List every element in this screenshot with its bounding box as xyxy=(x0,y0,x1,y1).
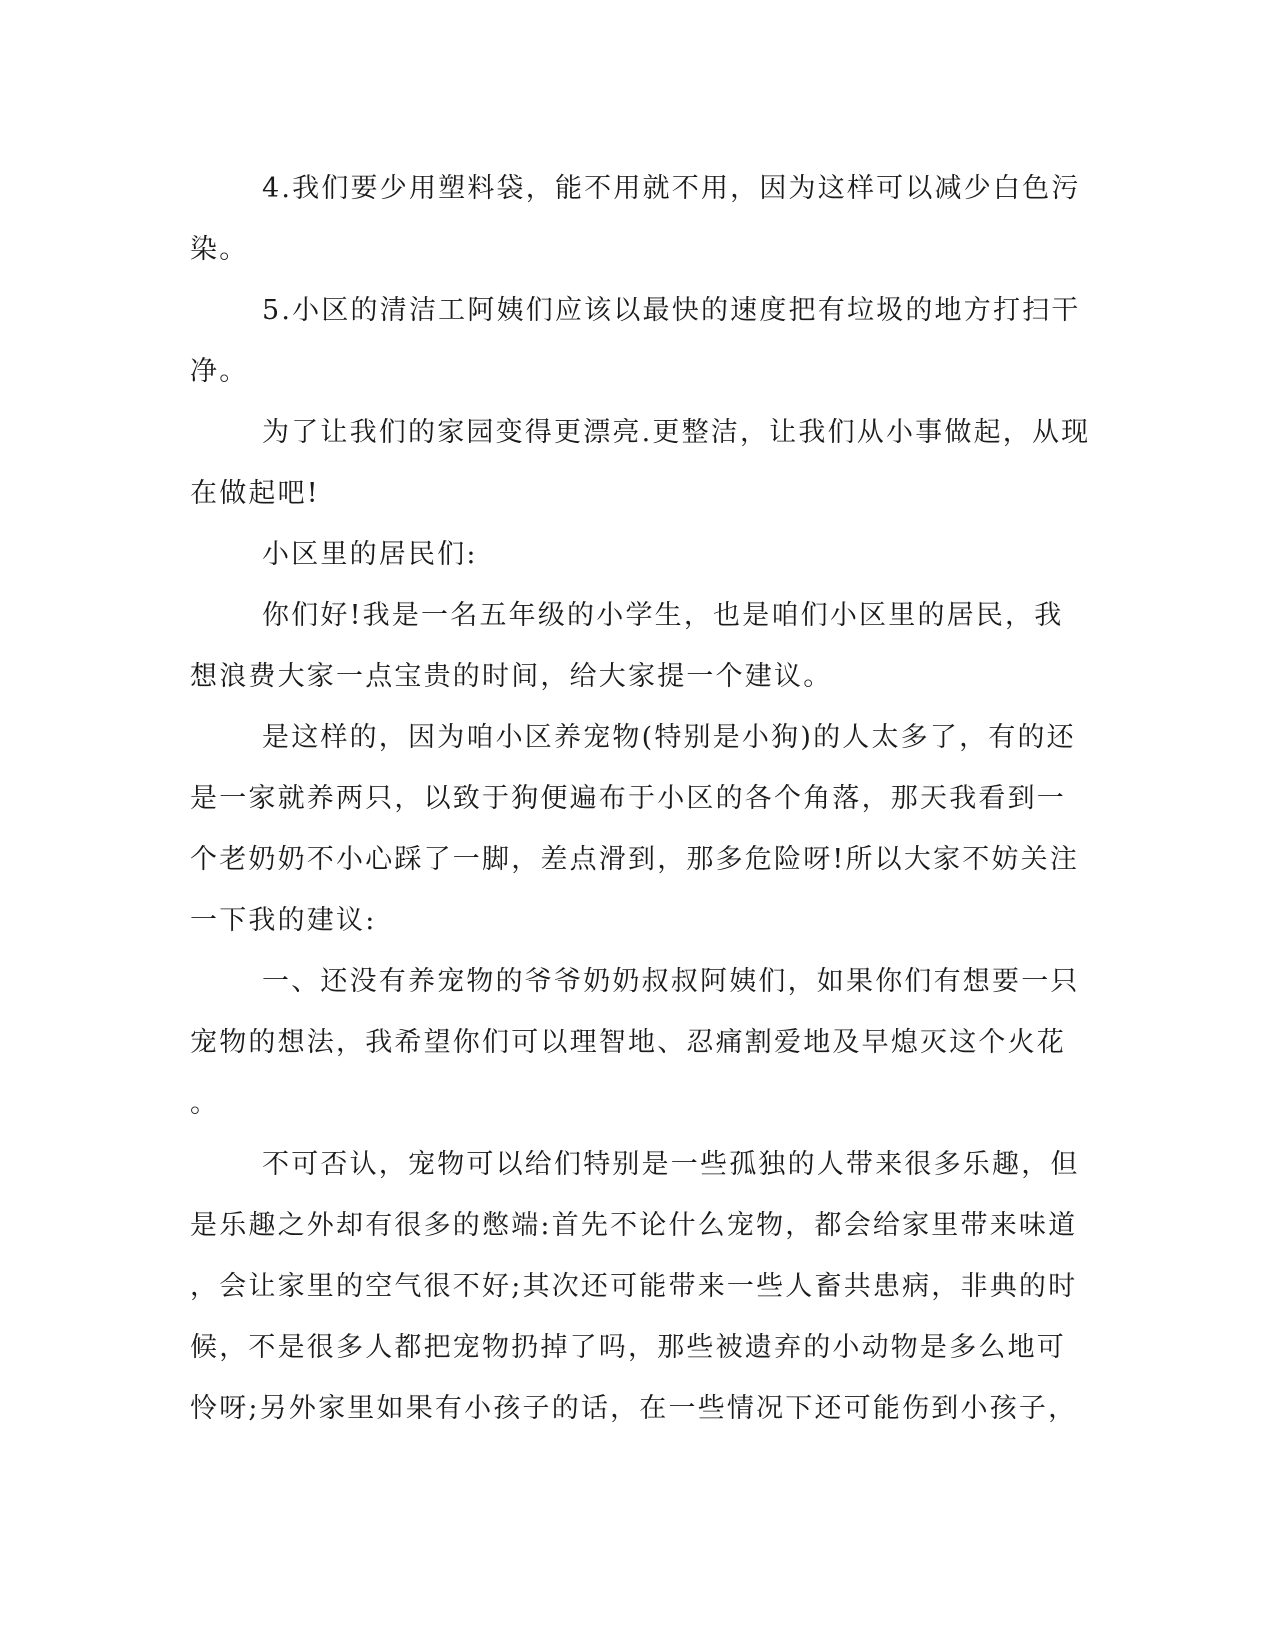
text-line: 个老奶奶不小心踩了一脚，差点滑到，那多危险呀!所以大家不妨关注 xyxy=(190,844,1080,875)
text-line: 为了让我们的家园变得更漂亮.更整洁，让我们从小事做起，从现 xyxy=(262,417,1091,448)
text-line: 在做起吧! xyxy=(190,478,320,509)
text-line: 染。 xyxy=(190,234,249,265)
text-line: 一下我的建议: xyxy=(190,905,377,936)
text-line: 是这样的，因为咱小区养宠物(特别是小狗)的人太多了，有的还 xyxy=(262,722,1076,753)
text-line: 是一家就养两只，以致于狗便遍布于小区的各个角落，那天我看到一 xyxy=(190,783,1066,814)
document-body xyxy=(190,158,1090,1439)
text-line: 。 xyxy=(190,1088,220,1119)
text-line: 是乐趣之外却有很多的憋端:首先不论什么宠物，都会给家里带来味道 xyxy=(190,1210,1078,1241)
text-line: 想浪费大家一点宝贵的时间，给大家提一个建议。 xyxy=(190,661,833,692)
text-line: 5.小区的清洁工阿姨们应该以最快的速度把有垃圾的地方打扫干 xyxy=(262,295,1081,326)
text-line: ，会让家里的空气很不好;其次还可能带来一些人畜共患病，非典的时 xyxy=(190,1271,1078,1302)
text-line: 不可否认，宠物可以给们特别是一些孤独的人带来很多乐趣，但 xyxy=(262,1149,1080,1180)
text-line: 你们好!我是一名五年级的小学生，也是咱们小区里的居民，我 xyxy=(262,600,1064,631)
text-line: 怜呀;另外家里如果有小孩子的话，在一些情况下还可能伤到小孩子， xyxy=(190,1393,1078,1424)
text-line: 净。 xyxy=(190,356,249,387)
text-line: 小区里的居民们: xyxy=(262,539,478,570)
text-line: 宠物的想法，我希望你们可以理智地、忍痛割爱地及早熄灭这个火花 xyxy=(190,1027,1066,1058)
text-line: 一、还没有养宠物的爷爷奶奶叔叔阿姨们，如果你们有想要一只 xyxy=(262,966,1080,997)
text-line: 候，不是很多人都把宠物扔掉了吗，那些被遗弃的小动物是多么地可 xyxy=(190,1332,1066,1363)
text-line: 4.我们要少用塑料袋，能不用就不用，因为这样可以减少白色污 xyxy=(262,173,1081,204)
